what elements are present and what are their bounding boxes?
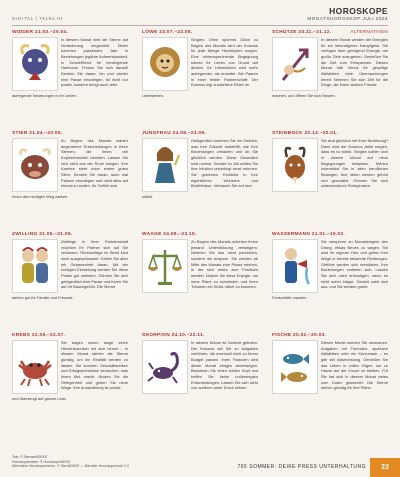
sign-text: In diesem Monat sind die Sterne auf Veränderung eingestellt. Dieter kommen passendes Jahr in Beziehungen jegliche Aufmerksamkeit, in Schule/Beruf für beruhigende Harmonie. Freuen Sie sich darauf! Denken Sie daran, hin und wieder eine Pause einzulegen, ist nicht nur positiv, sondern bringt auch viele: [61, 37, 128, 88]
sign-title: WIDDER 21.03.–20.04.: [12, 30, 69, 35]
leo-lion-icon: [142, 37, 188, 91]
sign-sagittarius: [272, 29, 388, 130]
sign-title: WAAGE 24.09.–23.10.: [142, 232, 197, 237]
footer-publisher: 765 SOMMER: DEIKE PRESS UNTERHALTUNG: [237, 464, 366, 470]
sign-pisces: [272, 332, 388, 433]
sign-scorpio: [142, 332, 258, 433]
sign-text-continued: [142, 396, 258, 430]
sign-text-continued: selbst.: [142, 194, 154, 199]
pisces-fish-icon: [272, 340, 318, 394]
sign-text-continued: Ihnen den richtigen Weg weisen.: [12, 194, 69, 199]
sign-title: FISCHE 20.02.–20.03.: [272, 333, 327, 338]
sagittarius-archer-icon: [272, 37, 318, 91]
sign-title: SKORPION 24.10.–22.11.: [142, 333, 205, 338]
sign-taurus: [12, 130, 128, 231]
sign-text-continued: [142, 295, 258, 329]
sign-text: Zu Beginn des Monats möchten Ihnen jemand Unterstützung verweigern. Nehmen Sie das nicht persönlich, sondern als Ansporn. Sie werden ab Mitte des Monats eine Phase erleben, in der sich vieles zum Positiven wendet. Nutzen Sie diese Energie, um neue Pläne zu schmieden und Ihren Träumen ein Stück näher zu kommen.: [191, 239, 258, 290]
virgo-maiden-icon: [142, 138, 188, 192]
aries-ram-icon: [12, 37, 58, 91]
sign-title: WASSERMANN 21.01.–19.02.: [272, 232, 346, 237]
page-title: HOROSKOPE: [329, 6, 388, 16]
sign-libra: [142, 231, 258, 332]
capricorn-goat-icon: [272, 138, 318, 192]
sign-title: STEINBOCK 22.12.–20.01.: [272, 131, 338, 136]
sign-title: SCHÜTZE 23.11.–21.12.: [272, 30, 332, 35]
aquarius-water-bearer-icon: [272, 239, 318, 293]
sign-text: Gelegentlich kommen Sie ins Grübeln, was Ihre Zukunft anbetrifft, wie Ihre Beziehungen verlaufen und ob Sie glücklich werden. Diese Gedanken sind normal. Gerade im Juli sollten Sie Ihre Intuition unbedingt ernst nehmen. Sie gewinnen Einblicke in Ihre eigentlichen Wünsche und Bedürfnisse. Vertrauen Sie auf sich: [191, 138, 258, 189]
sign-text: Sie tragen schon lange einen Herzenswunsch mit sich herum – in diesem Monat stehen die Sterne günstig, um ihn Realität werden zu lassen. Sie konnten Geschäftsreisen und Erfolgserlebnisse verbuchen, was Ihnen Mut macht. Nutzen Sie die Gelegenheit und gehen Sie neue Wege. Ihre Ausstrahlung ist positiv: [61, 340, 128, 391]
credit-line: Horoskopzeichen: © Horoskope/DEKE: [12, 459, 71, 464]
sign-title: STIER 21.04.–20.05.: [12, 131, 63, 136]
sign-text-continued: [272, 396, 388, 430]
sign-text-continued: Fortschritte machen.: [272, 295, 308, 300]
sign-title: LÖWE 23.07.–23.08.: [142, 30, 193, 35]
sign-title: ZWILLING 21.05.–21.06.: [12, 232, 73, 237]
sign-text-continued: stehen gut für Familie und Freunde.: [12, 295, 74, 300]
sign-text-continued: [272, 194, 388, 228]
column-left: [12, 29, 128, 433]
column-middle: [142, 29, 258, 433]
libra-scales-icon: [142, 239, 188, 293]
taurus-bull-icon: [12, 138, 58, 192]
sign-capricorn: [272, 130, 388, 231]
sign-cancer: [12, 332, 128, 433]
sign-text: Zu Beginn des Monats warten angenehme Entscheidungen in Ihren Sternen, die Ihnen viel Kopfzerbrechen bereiten. Lassen Sie sich nicht aus der Ruhe bringen. Ihre Karriere steht unter einem guten Stern. Denken Sie daran, auch mal Pausen einzulegen und nicht alles auf einmal zu wollen. Ihr Gefühl wird: [61, 138, 128, 189]
sign-text: Sie sind glücklich mit Ihrer Beziehung? Dann wird der Kosmos dafür sorgen, dass es so bleibt. Singles sollten sich in diesem Monat auf neue Begegnungen einlassen. Merkur unterstützt Sie in allen beruflichen Belangen. Ihre Ideen werden gehört und geschätzt. Gönnen Sie sich zwischendurch Ruhephasen.: [321, 138, 388, 189]
gemini-twins-icon: [12, 239, 58, 293]
sign-text-continued: Liebesleben.: [142, 93, 165, 98]
sign-title: KREBS 22.06.–22.07.: [12, 333, 66, 338]
sign-text-continued: machen, und öffnen Sie sich Neuem.: [272, 93, 336, 98]
column-right: [272, 29, 388, 433]
sign-text-continued: aufregende Neuerungen in Ihr Leben.: [12, 93, 77, 98]
sign-text: In diesem Monat werden die Energien für ein lebendigeres Kampfgeist. Sie verfügen über genügend Energie, um große Ziele anzugehen. Genießen Sie die Zeit zum Entspannen. Diesen Monat hält Venus für gesellige Aktivitäten viele Überraschungen bereit. Nehmen Sie sich Zeit für die Dinge, die Ihnen wirklich Freude: [321, 37, 388, 88]
alternatives-label: ALTERNATIVEN: [350, 29, 388, 34]
sign-text: Diesen Monat werden Sie umworben. Aufgaben mit Freunden, spontane Aktivitäten oder ein Kurzurlaub – es gibt viel Abwechslung. Genießen Sie das Leben in vollen Zügen, um zu Hause auf der Couch zu bleiben. Für Sie hat sich in diesem Monat vieles zum Guten gewendet. Die Sterne stehen günstig für Ihre Pläne.: [321, 340, 388, 391]
sign-gemini: [12, 231, 128, 332]
sign-text: Sie verspüren zu Monatsbeginn den Drang, etwas Neues zu wagen. Sie sind Ihr eigener Herr und gehen Ihre Wege in bereits bekannte Richtungen. Gefühle werden sich verstärken, Ihre Beziehungen vertiefen sich. Lassen Sie sich nicht entmutigen, wenn es nicht sofort klappt. Geduld zahlt sich aus, und Sie werden große: [321, 239, 388, 290]
sign-text: Zwillinge in Ihrer Partnerschaft möchten Ihr Partner sich auf Sie verlassen. Rückschläge im Beruf sind nicht ausgeschlossen. Gehen Sie aber mit Gelassenheit daran. Mit der richtigen Einstellung werden Sie diese Phase gut meistern. Gönnen Sie sich gelegentlich eine Pause und hören Sie auf Ihr Bauchgefühl. Die Sterne: [61, 239, 128, 290]
sign-title: JUNGFRAU 24.08.–23.09.: [142, 131, 206, 136]
header-subtitle: MONATSHOROSKOP JULI 2024: [307, 17, 388, 22]
credit-line: Alternative Horoskopzeichen: © Sterni/DEKE — Bild aller Horoskope/nach 2.0: [12, 464, 130, 469]
cancer-crab-icon: [12, 340, 58, 394]
sign-text: In diesem Monat ist Vorsicht geboten. Der Kosmos will Sie zu Aufgaben verführen, die eventuell nicht zu Ihrem Budget passen. Ihren Finanzen wird dieser Monat einiges abverlangen. Bewahren Sie einen kühlen Kopf und treffen Sie keine unüberlegten Entscheidungen. Lassen Sie sich nicht von anderen unter Druck setzen.: [191, 340, 258, 391]
sign-virgo: [142, 130, 258, 231]
sign-text-continued: und überzeugt auf ganzer Linie.: [12, 396, 67, 401]
credit-line: Text: © Sternzeit/DEKE: [12, 455, 48, 459]
header-divider: [12, 25, 388, 26]
sign-leo: [142, 29, 258, 130]
sign-aquarius: [272, 231, 388, 332]
image-credits: [12, 455, 129, 469]
sign-aries: [12, 29, 128, 130]
scorpio-scorpion-icon: [142, 340, 188, 394]
page-number: 23: [370, 458, 400, 477]
sign-text: Singles: Ohne spürend Glück zu Beginn des Monats wird der Kosmos für jede Menge Herzklopfen sorgen. Eine vielversprechende Begegnung könnte Ihr Leben von Grund auf ändern. Ihr Liebesleben wird mehr aufregender, als erwartet. Bei Paaren in einer festen Partnerschaft: Der Kosmos legt zusätzliche Reize im: [191, 37, 258, 88]
header-code: DIGITAL | 76182.IH: [12, 17, 63, 22]
